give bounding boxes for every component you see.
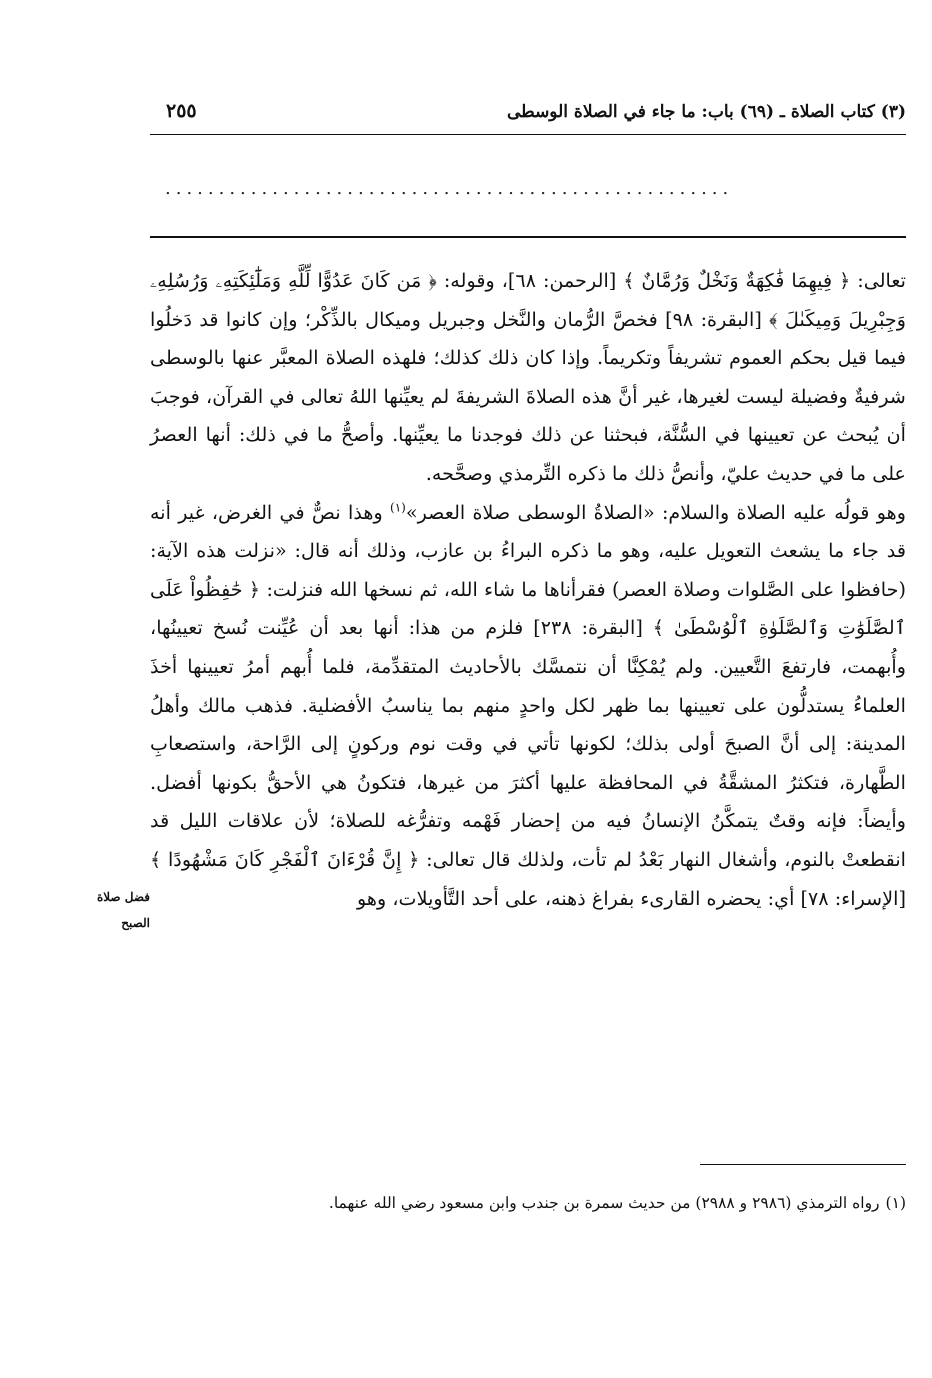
footnote-text: رواه الترمذي (٢٩٨٦ و ٢٩٨٨) من حديث سمرة بن جندب وابن مسعود رضي الله عنهما. xyxy=(328,1194,880,1212)
running-title: (٣) كتاب الصلاة ـ (٦٩) باب: ما جاء في الصلاة الوسطى xyxy=(506,102,906,122)
margin-note-line: فضل صلاة xyxy=(96,890,150,904)
footnotes xyxy=(150,1187,906,1220)
margin-note xyxy=(2,884,150,936)
footnote-rule xyxy=(700,1164,906,1165)
main-text xyxy=(150,262,906,918)
paragraph-text: تعالى: ﴿ فِيهِمَا فَٰكِهَةٌ وَنَخْلٌ وَرُمَّانٌ ﴾ [الرحمن: ٦٨]، وقوله: ﴿ مَن كَانَ عَدُوًّا لِّلَّهِ وَمَلَٰٓئِكَتِهِۦ وَرُسُلِهِۦ وَجِبْرِيلَ وَمِيكَىٰلَ ﴾ [البقرة: ٩٨] فخصَّ الرُّمان والنَّخل وجبريل وميكال بالذِّكْر؛ وإن كانوا قد دَخلُوا فيما قيل بحكم العموم تشريفاً وتكريماً. وإذا كان ذلك كذلك؛ فلهذه الصلاة المعبَّر عنها بالوسطى شرفيةٌ وفضيلة ليست لغيرها، غير أنَّ هذه الصلاةَ الشريفةَ لم يعيِّنها اللهُ تعالى في القرآن، فوجبَ أن يُبحث عن تعيينها في السُّنَّة، فبحثنا عن ذلك فوجدنا ما يعيِّنها. وأصحُّ ما في ذلك: أنها العصرُ على ما في حديث عليّ، وأنصُّ ذلك ما ذكره التِّرمذي وصحَّحه. xyxy=(150,269,907,485)
footnote xyxy=(150,1187,906,1220)
header-rule xyxy=(150,134,906,135)
footnote-number: (١) xyxy=(885,1194,906,1212)
footnote-reference[interactable]: (١) xyxy=(390,500,406,515)
section-rule xyxy=(150,236,906,238)
paragraph-text: وهو قولُه عليه الصلاة والسلام: «الصلاةُ الوسطى صلاة العصر» xyxy=(405,500,906,524)
paragraph xyxy=(150,494,906,919)
margin-note-line: الصبح xyxy=(121,916,150,930)
paragraph xyxy=(150,262,906,494)
paragraph-text: وهذا نصٌّ في الغرض، غير أنه قد جاء ما يشعث التعويل عليه، وهو ما ذكره البراءُ بن عازب، وذلك أنه قال: «نزلت هذه الآية: (حافظوا على الصَّلوات وصلاة العصر) فقرأناها ما شاء الله، ثم نسخها الله فنزلت: ﴿ حَٰفِظُواْ عَلَى ٱلصَّلَوَٰتِ وَٱلصَّلَوٰةِ ٱلْوُسْطَىٰ ﴾ [البقرة: ٢٣٨] فلزم من هذا: أنها بعد أن عُيِّنت نُسخ تعيينُها، وأُبهمت، فارتفعَ التَّعيين. ولم يُمْكِنَّا أن نتمسَّك بالأحاديث المتقدِّمة، فلما أُبهم أمرُ تعيينها أخذَ العلماءُ يستدلُّون على تعيينها بما ظهر لكل واحدٍ منهم بما يناسبُ الأفضلية. فذهب مالك وأهلُ المدينة: إلى أنَّ الصبحَ أولى بذلك؛ لكونها تأتي في وقت نوم وركونٍ إلى الرَّاحة، واستصعابِ الطَّهارة، فتكثرُ المشقَّةُ في المحافظة عليها أكثرَ من غيرها، فتكونُ هي الأحقُّ بكونها أفضل. وأيضاً: فإنه وقتٌ يتمكَّنُ الإنسانُ فيه من إحضار فَهْمه وتفرُّغه للصلاة؛ لأن علاقات الليل قد انقطعتْ بالنوم، وأشغال النهار بَعْدُ لم تأت، ولذلك قال تعالى: ﴿ إِنَّ قُرْءَانَ ٱلْفَجْرِ كَانَ مَشْهُودًا ﴾ [الإسراء: ٧٨] أي: يحضره القارىء بفراغ ذهنه، على أحد التَّأويلات، وهو xyxy=(150,500,906,910)
omission-dots: ..................................................... xyxy=(165,178,734,199)
page-number: ٢٥٥ xyxy=(166,100,197,122)
page-header xyxy=(150,96,906,132)
